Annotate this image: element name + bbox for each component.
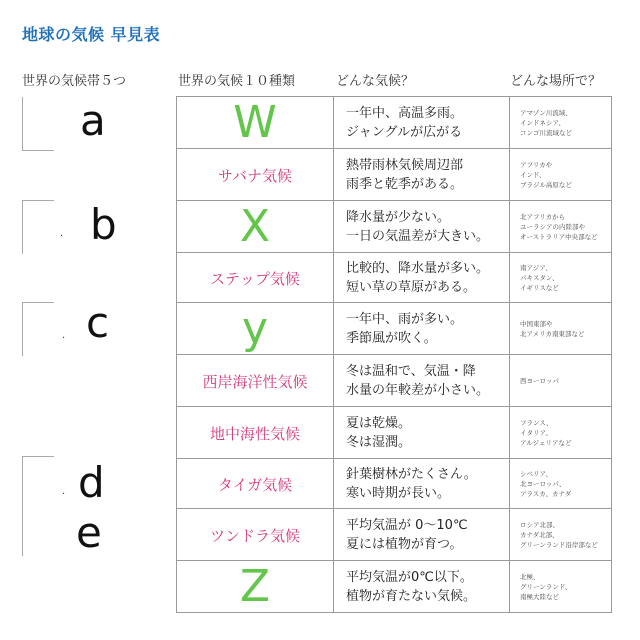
climate-place-cell xyxy=(510,149,612,201)
climate-name: 西岸海洋性気候 xyxy=(202,372,308,391)
climate-place-cell xyxy=(510,459,612,509)
climate-name-cell xyxy=(176,201,334,253)
zone-bracket xyxy=(22,456,25,556)
place-line: フランス、 xyxy=(520,419,553,427)
desc-line: 降水量が少ない。 xyxy=(346,210,451,225)
desc-line: 季節風が吹く。 xyxy=(346,331,437,346)
place-line: カナダ北部、 xyxy=(520,531,559,539)
climate-desc-cell xyxy=(334,561,510,613)
zone-bracket xyxy=(22,456,54,457)
table-row xyxy=(176,200,612,253)
climate-name-cell xyxy=(176,459,334,509)
table-row xyxy=(176,406,612,459)
climate-place-cell xyxy=(510,407,612,459)
header-climate-zones: 世界の気候帯５つ xyxy=(22,74,127,89)
place-line: 中国東部や xyxy=(520,320,553,328)
desc-line: 冬は湿潤。 xyxy=(346,435,412,450)
climate-place-cell xyxy=(510,253,612,303)
desc-line: 夏は乾燥。 xyxy=(346,416,412,431)
table-row xyxy=(176,96,612,149)
table-row xyxy=(176,508,612,561)
climate-name-cell xyxy=(176,561,334,613)
climate-name: ツンドラ気候 xyxy=(209,526,300,545)
place-line: 南アジア、 xyxy=(520,264,552,272)
desc-line: ジャングルが広がる xyxy=(346,125,463,140)
zone-bracket xyxy=(22,200,54,201)
climate-name: 地中海性気候 xyxy=(209,424,300,443)
climate-place-cell xyxy=(510,355,612,407)
climate-desc-cell xyxy=(334,149,510,201)
place-line: 北ヨーロッパ、 xyxy=(520,480,566,488)
zone-bracket xyxy=(22,97,25,151)
unknown-letter-z: Z xyxy=(239,561,271,612)
place-line: ユーラシアの内陸部や xyxy=(520,223,585,231)
dot-mark: . xyxy=(60,228,64,239)
climate-name-cell xyxy=(176,253,334,303)
place-line: アルジェリアなど xyxy=(520,439,572,447)
place-line: 北アフリカから xyxy=(520,213,566,221)
desc-line: 針葉樹林がたくさん。 xyxy=(346,467,477,482)
place-line: グリーンランド、 xyxy=(520,583,572,591)
zone-bracket xyxy=(22,150,54,151)
dot-mark: . xyxy=(62,330,66,341)
page-title: 地球の気候 早見表 xyxy=(22,25,161,44)
climate-desc-cell xyxy=(334,253,510,303)
place-line: イギリスなど xyxy=(520,284,559,292)
place-line: アラスカ、カナダ xyxy=(520,490,572,498)
climate-name-cell xyxy=(176,97,334,149)
desc-line: 比較的、降水量が多い。 xyxy=(346,261,490,276)
desc-line: 植物が育たない気候。 xyxy=(346,589,477,604)
table-row xyxy=(176,458,612,509)
climate-name-cell xyxy=(176,355,334,407)
desc-line: 一年中、雨が多い。 xyxy=(346,312,464,327)
desc-line: 寒い時期が長い。 xyxy=(346,486,451,501)
desc-line: 水量の年較差が小さい。 xyxy=(346,383,490,398)
table-row xyxy=(176,354,612,407)
climate-table xyxy=(176,96,612,614)
climate-name-cell xyxy=(176,149,334,201)
climate-desc-cell xyxy=(334,355,510,407)
climate-desc-cell xyxy=(334,201,510,253)
climate-desc-cell xyxy=(334,459,510,509)
place-line: グリーンランド沿岸部など xyxy=(520,541,598,549)
climate-name: サバナ気候 xyxy=(217,166,293,185)
place-line: シベリア、 xyxy=(520,470,552,478)
place-line: アフリカや xyxy=(520,161,553,169)
dot-mark: . xyxy=(62,486,66,497)
place-line: 北アメリカ南東部など xyxy=(520,330,585,338)
desc-line: 熱帯雨林気候周辺部 xyxy=(346,158,464,173)
desc-line: 短い草の草原がある。 xyxy=(346,280,477,295)
climate-place-cell xyxy=(510,509,612,561)
place-line: 西ヨーロッパ xyxy=(520,377,559,385)
desc-line: 夏には植物が育つ。 xyxy=(346,537,463,552)
place-line: インド、 xyxy=(520,171,546,179)
climate-name: タイガ気候 xyxy=(217,475,293,494)
desc-line: 平均気温が0℃以下。 xyxy=(346,570,473,585)
zone-bracket xyxy=(22,302,25,356)
climate-name-cell xyxy=(176,407,334,459)
header-climate-types: 世界の気候１０種類 xyxy=(178,74,296,89)
climate-place-cell xyxy=(510,97,612,149)
place-line: 南極大陸など xyxy=(520,593,559,601)
climate-name-cell xyxy=(176,303,334,355)
climate-desc-cell xyxy=(334,97,510,149)
unknown-letter-x: X xyxy=(239,201,271,252)
table-row xyxy=(176,252,612,303)
place-line: オーストラリア中央部など xyxy=(520,233,598,241)
place-line: ブラジル高原など xyxy=(520,181,572,189)
desc-line: 一年中、高温多雨。 xyxy=(346,106,464,121)
table-bottom-border xyxy=(176,612,612,613)
place-line: コンゴ川流域など xyxy=(520,129,572,137)
place-line: パキスタン、 xyxy=(520,274,559,282)
unknown-letter-y: y xyxy=(241,303,269,354)
place-line: インドネシア、 xyxy=(520,119,565,127)
table-row xyxy=(176,148,612,201)
header-what-climate: どんな気候？ xyxy=(336,74,415,89)
place-line: 北極、 xyxy=(520,573,540,581)
zone-bracket xyxy=(22,302,54,303)
climate-name-cell xyxy=(176,509,334,561)
climate-desc-cell xyxy=(334,407,510,459)
climate-desc-cell xyxy=(334,303,510,355)
desc-line: 平均気温が 0～10℃ xyxy=(346,518,468,533)
header-where: どんな場所で？ xyxy=(510,74,602,89)
table-row xyxy=(176,560,612,613)
climate-place-cell xyxy=(510,561,612,613)
desc-line: 冬は温和で、気温・降 xyxy=(346,364,476,379)
place-line: ロシア北部、 xyxy=(520,521,559,529)
place-line: アマゾン川流域、 xyxy=(520,109,572,117)
zone-bracket xyxy=(22,200,25,254)
place-line: イタリア、 xyxy=(520,429,552,437)
desc-line: 雨季と乾季がある。 xyxy=(346,177,464,192)
climate-place-cell xyxy=(510,303,612,355)
desc-line: 一日の気温差が大きい。 xyxy=(346,229,490,244)
climate-desc-cell xyxy=(334,509,510,561)
climate-place-cell xyxy=(510,201,612,253)
unknown-letter-w: W xyxy=(233,97,277,148)
table-row xyxy=(176,302,612,355)
climate-name: ステップ気候 xyxy=(210,269,300,288)
